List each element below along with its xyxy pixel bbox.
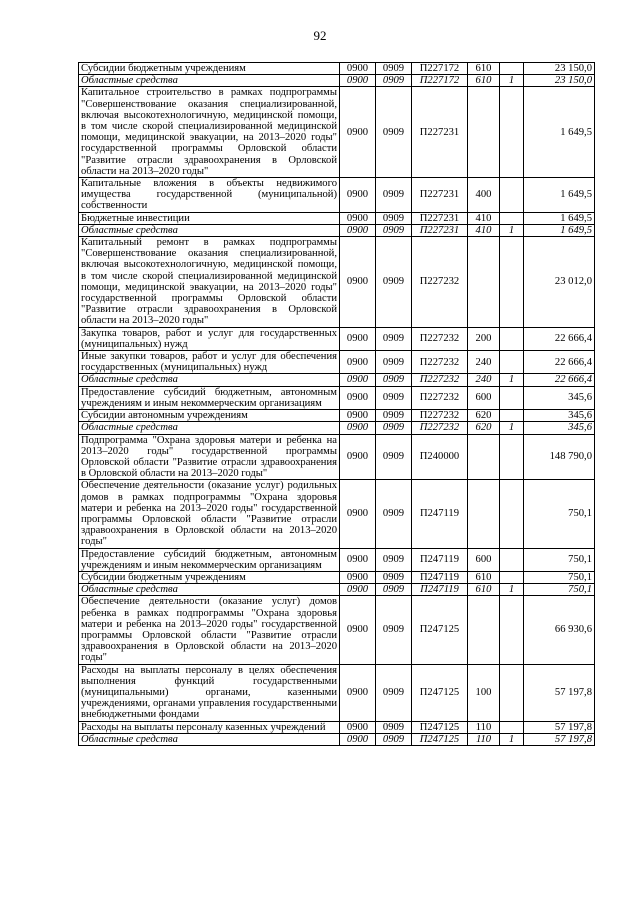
section-code-cell: 0900 xyxy=(340,434,376,480)
table-row xyxy=(79,548,595,571)
table-row xyxy=(79,212,595,224)
subsection-code-cell: 0909 xyxy=(376,664,412,721)
expense-type-cell xyxy=(468,596,500,664)
section-code-cell: 0900 xyxy=(340,584,376,596)
section-code-cell: 0900 xyxy=(340,571,376,583)
row-name-cell: Обеспечение деятельности (оказание услуг) родильных домов в рамках подпрограммы "Охрана здоровья матери и ребенка на 2013–2020 годы" государственной программы Орловской области "Развитие отрасли здравоохранения в Орловской области на 2013–2020 годы" xyxy=(79,480,340,548)
row-name-cell: Областные средства xyxy=(79,374,340,386)
source-code-cell xyxy=(500,63,524,75)
source-code-cell xyxy=(500,664,524,721)
subsection-code-cell: 0909 xyxy=(376,584,412,596)
amount-cell: 750,1 xyxy=(524,584,595,596)
target-article-cell: П227232 xyxy=(412,327,468,350)
expense-type-cell: 600 xyxy=(468,548,500,571)
subsection-code-cell: 0909 xyxy=(376,422,412,434)
amount-cell: 148 790,0 xyxy=(524,434,595,480)
expense-type-cell: 620 xyxy=(468,410,500,422)
row-name-cell: Иные закупки товаров, работ и услуг для обеспечения государственных (муниципальных) нужд xyxy=(79,351,340,374)
budget-table-body xyxy=(79,63,595,746)
expense-type-cell: 610 xyxy=(468,571,500,583)
expense-type-cell: 610 xyxy=(468,75,500,87)
amount-cell: 345,6 xyxy=(524,422,595,434)
row-name-cell: Областные средства xyxy=(79,733,340,745)
table-row xyxy=(79,75,595,87)
table-row xyxy=(79,237,595,328)
amount-cell: 22 666,4 xyxy=(524,327,595,350)
target-article-cell: П247125 xyxy=(412,733,468,745)
row-name-cell: Обеспечение деятельности (оказание услуг) домов ребенка в рамках подпрограммы "Охрана здоровья матери и ребенка на 2013–2020 годы" государственной программы Орловской области "Развитие отрасли здравоохранения в Орловской области на 2013–2020 годы" xyxy=(79,596,340,664)
row-name-cell: Расходы на выплаты персоналу в целях обеспечения выполнения функций государственными (муниципальными) органами, казенными учреждениями, органами управления государственными внебюджетными фондами xyxy=(79,664,340,721)
expense-type-cell: 110 xyxy=(468,733,500,745)
amount-cell: 23 012,0 xyxy=(524,237,595,328)
amount-cell: 57 197,8 xyxy=(524,664,595,721)
source-code-cell xyxy=(500,721,524,733)
expense-type-cell: 610 xyxy=(468,584,500,596)
target-article-cell: П227232 xyxy=(412,374,468,386)
section-code-cell: 0900 xyxy=(340,178,376,213)
expense-type-cell: 110 xyxy=(468,721,500,733)
table-row xyxy=(79,721,595,733)
subsection-code-cell: 0909 xyxy=(376,351,412,374)
row-name-cell: Субсидии автономным учреждениям xyxy=(79,410,340,422)
section-code-cell: 0900 xyxy=(340,733,376,745)
amount-cell: 1 649,5 xyxy=(524,178,595,213)
expense-type-cell: 600 xyxy=(468,386,500,409)
table-row xyxy=(79,571,595,583)
target-article-cell: П247119 xyxy=(412,584,468,596)
row-name-cell: Закупка товаров, работ и услуг для государственных (муниципальных) нужд xyxy=(79,327,340,350)
target-article-cell: П227232 xyxy=(412,422,468,434)
row-name-cell: Субсидии бюджетным учреждениям xyxy=(79,571,340,583)
amount-cell: 1 649,5 xyxy=(524,212,595,224)
target-article-cell: П227231 xyxy=(412,212,468,224)
source-code-cell xyxy=(500,596,524,664)
source-code-cell xyxy=(500,571,524,583)
table-row xyxy=(79,178,595,213)
source-code-cell xyxy=(500,480,524,548)
amount-cell: 750,1 xyxy=(524,571,595,583)
table-row xyxy=(79,422,595,434)
target-article-cell: П227231 xyxy=(412,224,468,236)
source-code-cell xyxy=(500,434,524,480)
section-code-cell: 0900 xyxy=(340,410,376,422)
expense-type-cell xyxy=(468,237,500,328)
subsection-code-cell: 0909 xyxy=(376,87,412,178)
amount-cell: 57 197,8 xyxy=(524,733,595,745)
target-article-cell: П247119 xyxy=(412,480,468,548)
subsection-code-cell: 0909 xyxy=(376,374,412,386)
row-name-cell: Капитальный ремонт в рамках подпрограммы "Совершенствование оказания специализированной, включая высокотехнологичную, медицинской помощи, в том числе скорой специализированной медицинской помощи, медицинской эвакуации, на 2013–2020 годы" государственной программы Орловской области "Развитие отрасли здравоохранения в Орловской области на 2013–2020 годы" xyxy=(79,237,340,328)
target-article-cell: П247119 xyxy=(412,571,468,583)
row-name-cell: Областные средства xyxy=(79,584,340,596)
amount-cell: 23 150,0 xyxy=(524,75,595,87)
table-row xyxy=(79,664,595,721)
subsection-code-cell: 0909 xyxy=(376,410,412,422)
amount-cell: 1 649,5 xyxy=(524,87,595,178)
source-code-cell: 1 xyxy=(500,374,524,386)
row-name-cell: Областные средства xyxy=(79,422,340,434)
expense-type-cell: 100 xyxy=(468,664,500,721)
section-code-cell: 0900 xyxy=(340,386,376,409)
section-code-cell: 0900 xyxy=(340,422,376,434)
expense-type-cell: 610 xyxy=(468,63,500,75)
budget-table xyxy=(78,62,595,746)
source-code-cell xyxy=(500,87,524,178)
subsection-code-cell: 0909 xyxy=(376,480,412,548)
section-code-cell: 0900 xyxy=(340,237,376,328)
expense-type-cell: 240 xyxy=(468,374,500,386)
target-article-cell: П227172 xyxy=(412,75,468,87)
amount-cell: 345,6 xyxy=(524,410,595,422)
expense-type-cell: 620 xyxy=(468,422,500,434)
section-code-cell: 0900 xyxy=(340,327,376,350)
amount-cell: 345,6 xyxy=(524,386,595,409)
subsection-code-cell: 0909 xyxy=(376,327,412,350)
table-row xyxy=(79,63,595,75)
target-article-cell: П227232 xyxy=(412,237,468,328)
target-article-cell: П240000 xyxy=(412,434,468,480)
table-row xyxy=(79,327,595,350)
amount-cell: 23 150,0 xyxy=(524,63,595,75)
subsection-code-cell: 0909 xyxy=(376,386,412,409)
section-code-cell: 0900 xyxy=(340,63,376,75)
source-code-cell xyxy=(500,212,524,224)
amount-cell: 1 649,5 xyxy=(524,224,595,236)
subsection-code-cell: 0909 xyxy=(376,434,412,480)
row-name-cell: Субсидии бюджетным учреждениям xyxy=(79,63,340,75)
amount-cell: 22 666,4 xyxy=(524,351,595,374)
subsection-code-cell: 0909 xyxy=(376,237,412,328)
expense-type-cell xyxy=(468,87,500,178)
target-article-cell: П227232 xyxy=(412,351,468,374)
source-code-cell xyxy=(500,327,524,350)
amount-cell: 57 197,8 xyxy=(524,721,595,733)
page-number: 92 xyxy=(313,28,327,43)
target-article-cell: П227172 xyxy=(412,63,468,75)
row-name-cell: Расходы на выплаты персоналу казенных учреждений xyxy=(79,721,340,733)
section-code-cell: 0900 xyxy=(340,548,376,571)
subsection-code-cell: 0909 xyxy=(376,548,412,571)
table-row xyxy=(79,434,595,480)
target-article-cell: П247125 xyxy=(412,596,468,664)
target-article-cell: П227232 xyxy=(412,410,468,422)
section-code-cell: 0900 xyxy=(340,75,376,87)
expense-type-cell: 400 xyxy=(468,178,500,213)
target-article-cell: П247125 xyxy=(412,721,468,733)
target-article-cell: П247125 xyxy=(412,664,468,721)
table-row xyxy=(79,87,595,178)
section-code-cell: 0900 xyxy=(340,664,376,721)
table-row xyxy=(79,584,595,596)
table-row xyxy=(79,480,595,548)
section-code-cell: 0900 xyxy=(340,480,376,548)
row-name-cell: Областные средства xyxy=(79,224,340,236)
source-code-cell xyxy=(500,386,524,409)
source-code-cell xyxy=(500,237,524,328)
amount-cell: 750,1 xyxy=(524,480,595,548)
expense-type-cell: 240 xyxy=(468,351,500,374)
section-code-cell: 0900 xyxy=(340,224,376,236)
table-row xyxy=(79,410,595,422)
amount-cell: 750,1 xyxy=(524,548,595,571)
subsection-code-cell: 0909 xyxy=(376,721,412,733)
section-code-cell: 0900 xyxy=(340,87,376,178)
expense-type-cell xyxy=(468,480,500,548)
table-row xyxy=(79,596,595,664)
expense-type-cell xyxy=(468,434,500,480)
source-code-cell: 1 xyxy=(500,733,524,745)
row-name-cell: Бюджетные инвестиции xyxy=(79,212,340,224)
section-code-cell: 0900 xyxy=(340,212,376,224)
subsection-code-cell: 0909 xyxy=(376,178,412,213)
source-code-cell: 1 xyxy=(500,584,524,596)
target-article-cell: П227232 xyxy=(412,386,468,409)
source-code-cell xyxy=(500,351,524,374)
expense-type-cell: 410 xyxy=(468,224,500,236)
table-row xyxy=(79,224,595,236)
section-code-cell: 0900 xyxy=(340,374,376,386)
expense-type-cell: 410 xyxy=(468,212,500,224)
source-code-cell xyxy=(500,548,524,571)
target-article-cell: П247119 xyxy=(412,548,468,571)
subsection-code-cell: 0909 xyxy=(376,224,412,236)
row-name-cell: Подпрограмма "Охрана здоровья матери и ребенка на 2013–2020 годы" государственной программы Орловской области "Развитие отрасли здравоохранения в Орловской области на 2013–2020 годы" xyxy=(79,434,340,480)
row-name-cell: Капитальные вложения в объекты недвижимого имущества государственной (муниципальной) собственности xyxy=(79,178,340,213)
target-article-cell: П227231 xyxy=(412,178,468,213)
source-code-cell: 1 xyxy=(500,422,524,434)
table-row xyxy=(79,733,595,745)
row-name-cell: Предоставление субсидий бюджетным, автономным учреждениям и иным некоммерческим организациям xyxy=(79,386,340,409)
section-code-cell: 0900 xyxy=(340,351,376,374)
subsection-code-cell: 0909 xyxy=(376,75,412,87)
amount-cell: 66 930,6 xyxy=(524,596,595,664)
section-code-cell: 0900 xyxy=(340,596,376,664)
table-row xyxy=(79,374,595,386)
source-code-cell: 1 xyxy=(500,224,524,236)
row-name-cell: Капитальное строительство в рамках подпрограммы "Совершенствование оказания специализированной, включая высокотехнологичную, медицинской помощи, в том числе скорой специализированной медицинской помощи, медицинской эвакуации, на 2013–2020 годы" государственной программы Орловской области "Развитие отрасли здравоохранения в Орловской области на 2013–2020 годы" xyxy=(79,87,340,178)
expense-type-cell: 200 xyxy=(468,327,500,350)
source-code-cell xyxy=(500,178,524,213)
row-name-cell: Областные средства xyxy=(79,75,340,87)
subsection-code-cell: 0909 xyxy=(376,596,412,664)
table-row xyxy=(79,351,595,374)
source-code-cell xyxy=(500,410,524,422)
subsection-code-cell: 0909 xyxy=(376,571,412,583)
source-code-cell: 1 xyxy=(500,75,524,87)
subsection-code-cell: 0909 xyxy=(376,733,412,745)
target-article-cell: П227231 xyxy=(412,87,468,178)
section-code-cell: 0900 xyxy=(340,721,376,733)
subsection-code-cell: 0909 xyxy=(376,212,412,224)
row-name-cell: Предоставление субсидий бюджетным, автономным учреждениям и иным некоммерческим организациям xyxy=(79,548,340,571)
amount-cell: 22 666,4 xyxy=(524,374,595,386)
table-row xyxy=(79,386,595,409)
subsection-code-cell: 0909 xyxy=(376,63,412,75)
